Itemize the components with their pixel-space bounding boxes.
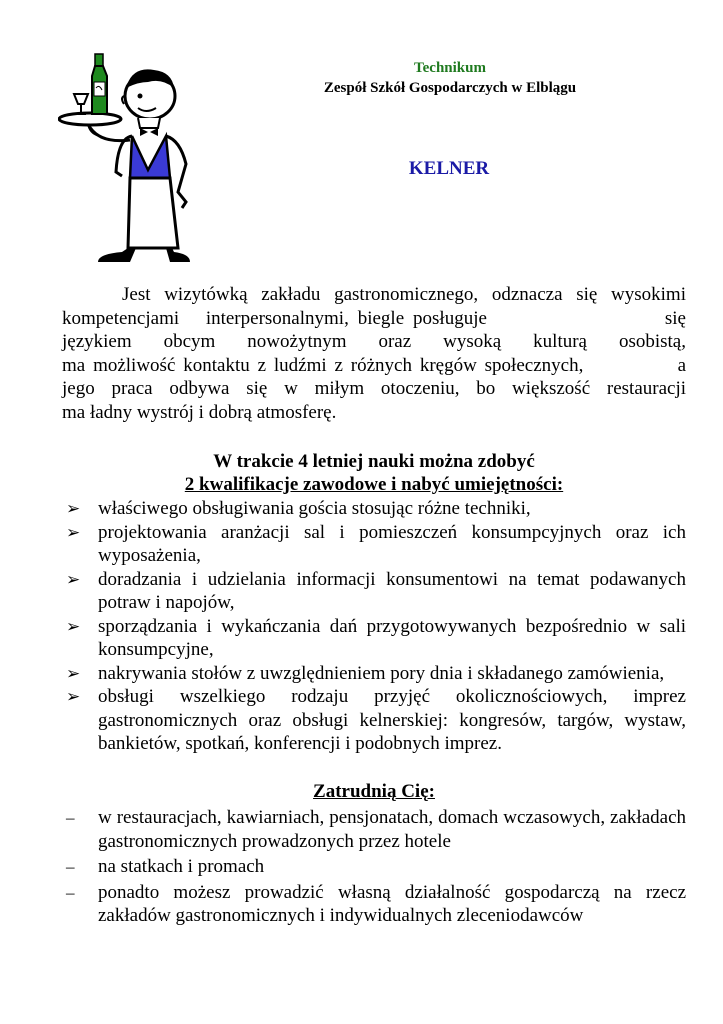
arrow-bullet-icon: ➢ [66, 522, 81, 542]
intro-line: ma możliwość kontaktu z ludźmi z różnych kręgów społecznych, a [62, 354, 686, 376]
qualifications-heading-line2: 2 kwalifikacje zawodowe i nabyć umiejętności: [184, 474, 564, 495]
list-item: ➢ sporządzania i wykańczania dań przygotowywanych bezpośrednio w sali konsumpcyjne, [66, 615, 686, 660]
intro-line: kompetencjami interpersonalnymi, biegle posługuje się [62, 307, 686, 329]
list-item: ➢ nakrywania stołów z uwzględnieniem pory dnia i składanego zamówienia, [66, 662, 665, 684]
intro-paragraph [62, 283, 686, 424]
apron [128, 178, 178, 248]
waiter-illustration [58, 52, 208, 264]
list-item: ➢ doradzania i udzielania informacji konsumentowi na temat podawanych potraw i napojów, [66, 568, 686, 613]
skills-list [62, 497, 686, 756]
school-type: Technikum [414, 60, 486, 76]
dash-bullet-icon: – [66, 882, 75, 902]
employment-heading: Zatrudnią Cię: [313, 781, 435, 802]
arrow-bullet-icon: ➢ [66, 616, 81, 636]
arrow-bullet-icon: ➢ [66, 663, 81, 683]
wine-bottle-icon [92, 54, 107, 114]
school-header [290, 58, 610, 98]
intro-line: językiem obcym nowożytnym oraz wysoką kulturą osobistą, [62, 331, 686, 352]
list-item: ➢ właściwego obsługiwania gościa stosując różne techniki, [66, 498, 531, 519]
dash-bullet-icon: – [66, 857, 75, 876]
arrow-bullet-icon: ➢ [66, 687, 81, 706]
arrow-bullet-icon: ➢ [66, 569, 81, 589]
waiter-head [122, 69, 175, 119]
list-item: – ponadto możesz prowadzić własną działalność gospodarczą na rzecz zakładów gastronomicznych i indywidualnych zleceniodawców [66, 881, 686, 926]
employment-list [62, 806, 686, 930]
dash-bullet-icon: – [66, 808, 75, 827]
arrow-bullet-icon: ➢ [66, 499, 81, 518]
qualifications-heading-line1: W trakcie 4 letniej nauki można zdobyć [213, 451, 535, 472]
tray [59, 113, 121, 125]
list-item: – w restauracjach, kawiarniach, pensjonatach, domach wczasowych, zakładach gastronomicznych prowadzonych przez hotele [66, 807, 686, 852]
list-item: – na statkach i promach [66, 856, 265, 877]
list-item: ➢ obsługi wszelkiego rodzaju przyjęć okolicznościowych, imprez gastronomicznych oraz obsługi kelnerskiej: kongresów, targów, wystaw, bankietów, spotkań, konferencji i podobnych imprez. [66, 686, 686, 754]
qualifications-heading [62, 450, 686, 496]
school-name: Zespół Szkół Gospodarczych w Elblągu [323, 80, 577, 96]
intro-line: Jest wizytówką zakładu gastronomicznego, odznacza się wysokimi [122, 284, 686, 305]
wine-glass-icon [74, 94, 88, 114]
intro-line: jego praca odbywa się w miłym otoczeniu, bo większość restauracji [62, 378, 686, 399]
list-item: ➢ projektowania aranżacji sal i pomieszczeń konsumpcyjnych oraz ich wyposażenia, [66, 521, 686, 566]
intro-line: ma ładny wystrój i dobrą atmosferę. [62, 401, 337, 423]
vest [130, 136, 170, 178]
page-title: KELNER [408, 158, 490, 179]
